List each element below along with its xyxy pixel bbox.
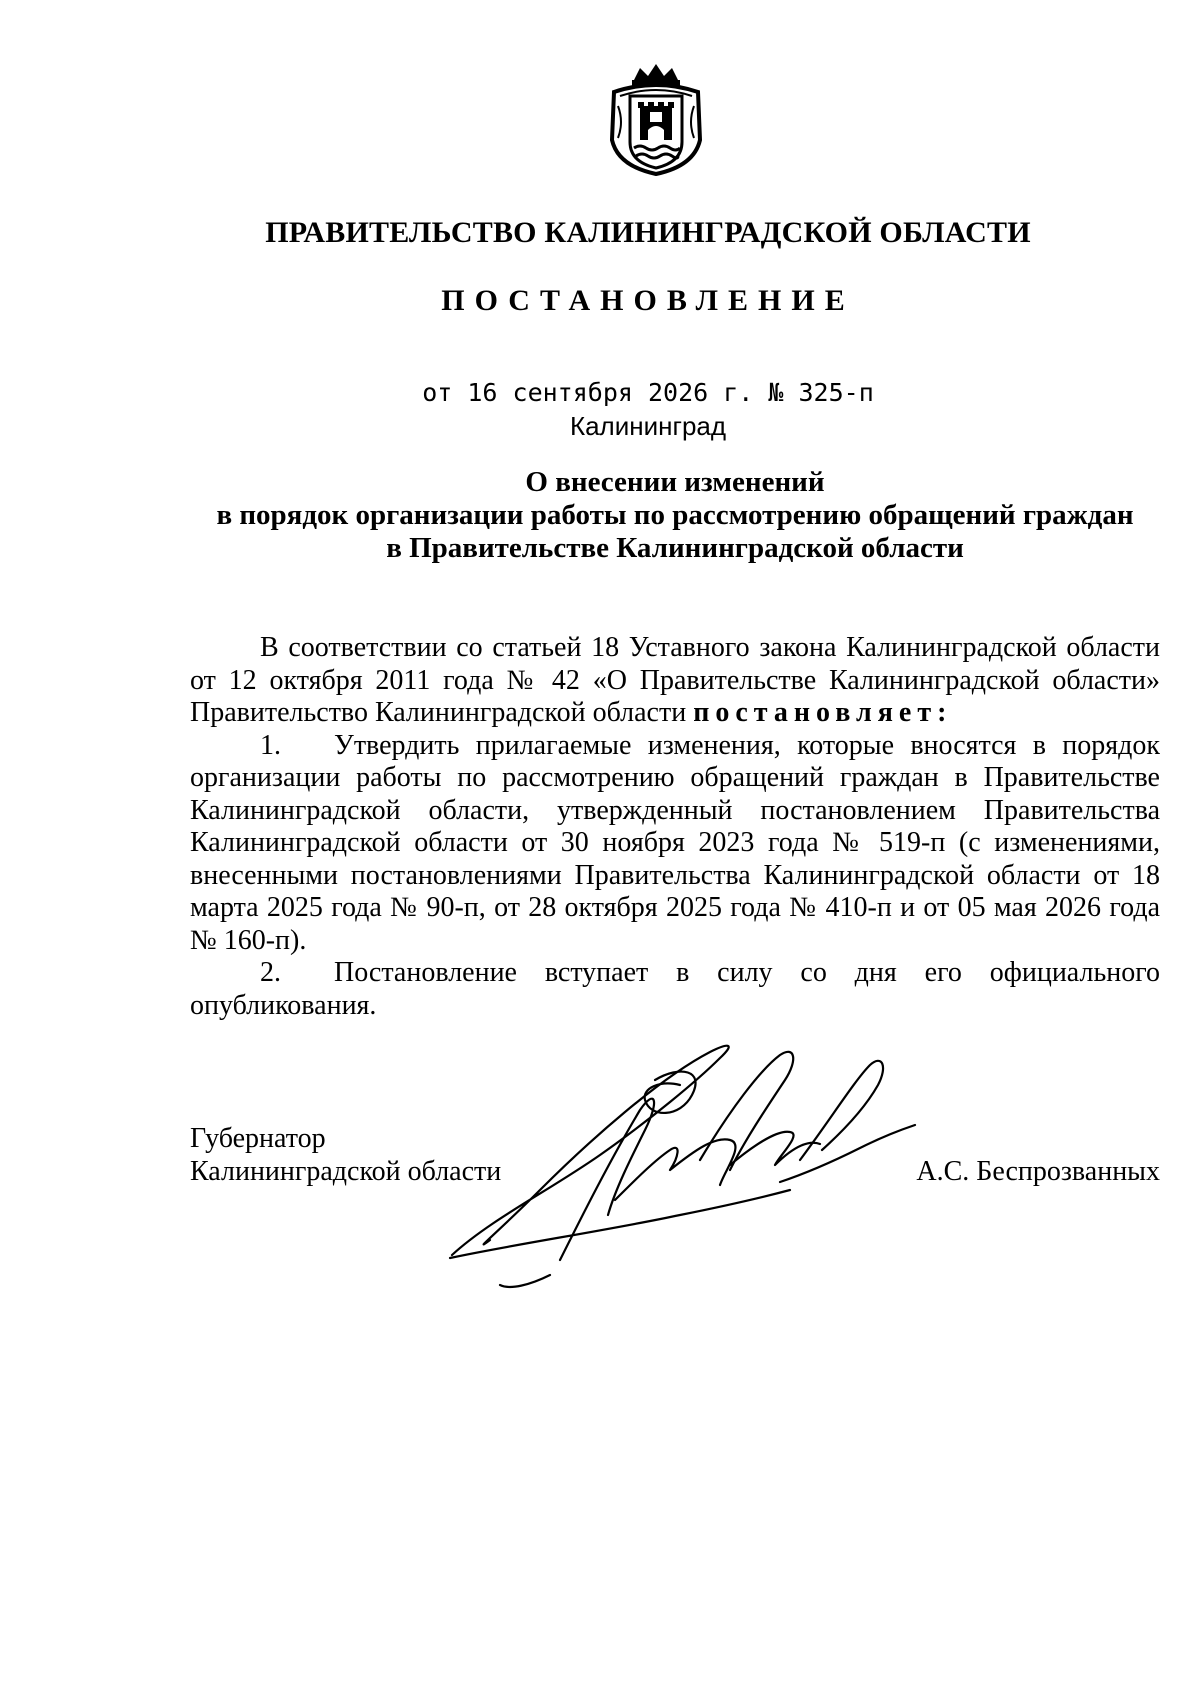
item-number: 1. [260,729,281,761]
item-text: Утвердить прилагаемые изменения, которые вносятся в порядок организации работы по рассмотрению обращений граждан в Правительстве Калининградской области, утвержденный постановлением Правительства Калининградской области от 30 ноября 2023 года № 519-п (с изменениями, внесенными постановлениями Правительства Калининградской области от 18 марта 2025 года № 90-п, от 28 октября 2025 года № 410-п и от 05 мая 2026 года № 160-п). [190,729,1160,956]
document-subject [190,466,1160,565]
subject-line: в Правительстве Калининградской области [386,532,964,564]
preamble-paragraph [190,632,1160,730]
document-body [190,632,1160,1022]
item-paragraph [190,730,1160,958]
subject-line: в порядок организации работы по рассмотрению обращений граждан [216,499,1134,531]
position-line: Губернатор [190,1123,326,1154]
document-date-number: от 16 сентября 2026 г. № 325-п [422,378,874,407]
item-paragraph [190,957,1160,1022]
coat-of-arms-icon [604,62,708,178]
preamble-text: В соответствии со статьей 18 Уставного закона Калининградской области от 12 октября 2011 года № 42 «О Правительстве Калининградской области» Правительство Калининградской области [190,632,1160,728]
resolve-word: постановляет: [693,697,953,728]
position-line: Калининградской области [190,1156,502,1187]
document-kind: ПОСТАНОВЛЕНИЕ [441,284,855,317]
document-city: Калининград [569,411,727,441]
signatory-name: А.С. Беспрозванных [916,1156,1160,1187]
item-text: Постановление вступает в силу со дня его официального опубликования. [190,957,1160,1021]
government-name: ПРАВИТЕЛЬСТВО КАЛИНИНГРАДСКОЙ ОБЛАСТИ [265,216,1031,249]
handwritten-signature-icon [430,1040,950,1300]
subject-line: О внесении изменений [525,466,825,498]
item-number: 2. [260,957,281,988]
